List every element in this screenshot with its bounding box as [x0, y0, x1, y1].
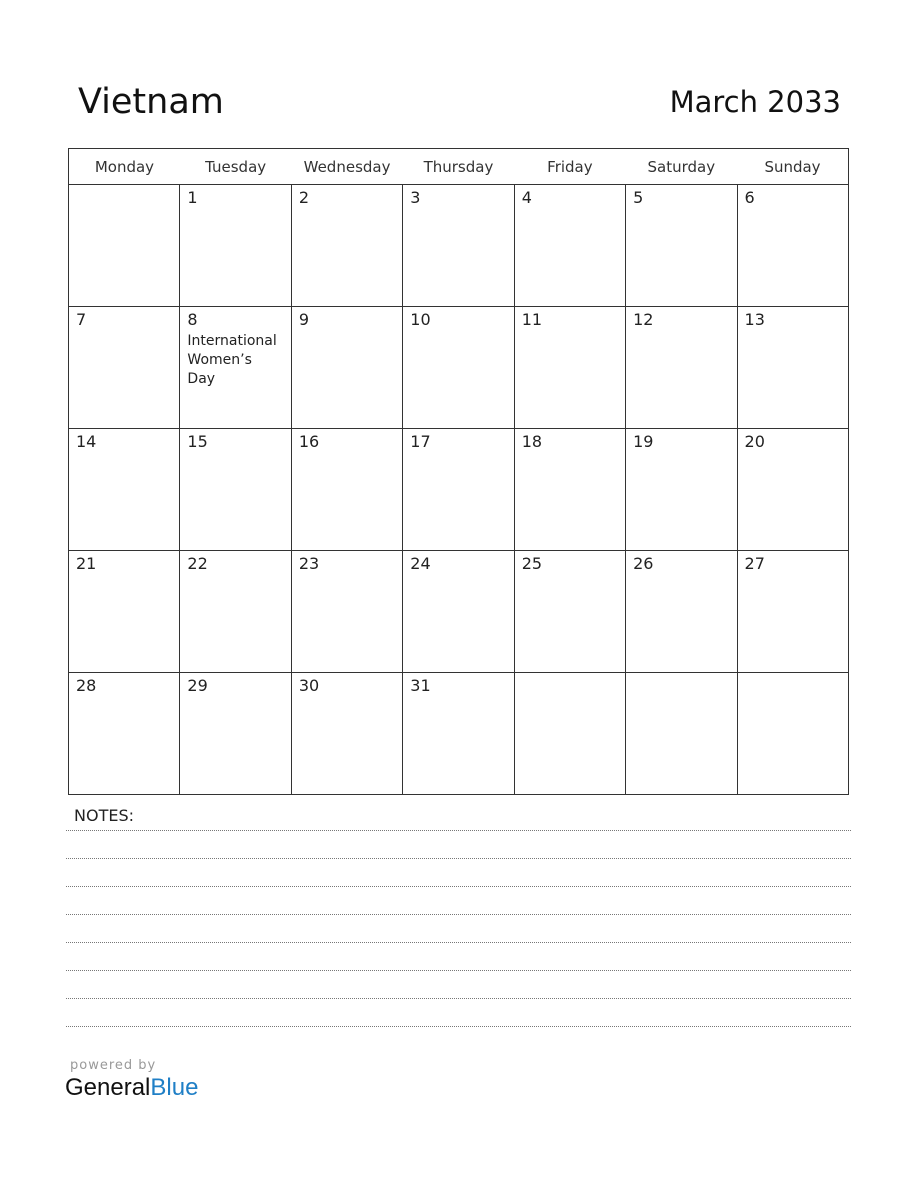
day-cell — [514, 673, 625, 795]
weekday-header-wednesday: Wednesday — [291, 149, 402, 185]
notes-label: NOTES: — [74, 806, 134, 825]
day-number: 8 — [187, 310, 198, 329]
day-cell — [403, 307, 514, 429]
day-cell — [737, 429, 848, 551]
notes-line — [66, 998, 851, 999]
day-number: 15 — [187, 432, 208, 451]
holiday-label: International Women’s Day — [187, 333, 277, 387]
notes-line — [66, 886, 851, 887]
day-cell — [737, 673, 848, 795]
day-number: 20 — [744, 432, 765, 451]
day-cell — [514, 185, 625, 307]
week-row — [69, 551, 849, 673]
generalblue-logo — [65, 1074, 198, 1102]
notes-line — [66, 914, 851, 915]
logo-general: General — [65, 1074, 151, 1101]
day-number: 26 — [633, 554, 654, 573]
week-row — [69, 185, 849, 307]
notes-line — [66, 970, 851, 971]
day-number: 28 — [76, 676, 97, 695]
day-cell — [180, 307, 291, 429]
day-cell — [403, 185, 514, 307]
day-cell — [403, 429, 514, 551]
day-cell — [403, 673, 514, 795]
day-cell — [626, 307, 737, 429]
day-number: 4 — [521, 188, 532, 207]
week-row — [69, 673, 849, 795]
country-title: Vietnam — [78, 82, 224, 122]
weekday-header-tuesday: Tuesday — [180, 149, 291, 185]
month-title: March 2033 — [669, 85, 841, 119]
day-number: 18 — [521, 432, 543, 451]
weekday-header-friday: Friday — [514, 149, 625, 185]
day-cell — [180, 185, 291, 307]
day-cell — [180, 673, 291, 795]
day-number: 22 — [187, 554, 208, 573]
day-number: 30 — [298, 676, 320, 695]
week-row — [69, 307, 849, 429]
weekday-header-thursday: Thursday — [403, 149, 514, 185]
day-cell — [291, 307, 402, 429]
day-number: 25 — [521, 554, 543, 573]
day-cell — [69, 673, 180, 795]
notes-line — [66, 858, 851, 859]
day-cell — [291, 429, 402, 551]
day-number: 23 — [298, 554, 320, 573]
powered-by-text: powered by — [70, 1058, 157, 1073]
day-number: 10 — [410, 310, 431, 329]
day-cell — [737, 185, 848, 307]
day-number: 27 — [744, 554, 765, 573]
day-cell — [514, 551, 625, 673]
day-cell — [69, 429, 180, 551]
day-number: 7 — [76, 310, 87, 329]
day-cell — [737, 551, 848, 673]
day-number: 17 — [410, 432, 431, 451]
day-cell — [291, 185, 402, 307]
week-row — [69, 429, 849, 551]
day-cell — [291, 551, 402, 673]
day-cell — [626, 673, 737, 795]
day-cell — [69, 307, 180, 429]
day-number: 13 — [744, 310, 765, 329]
day-cell — [403, 551, 514, 673]
day-number: 19 — [633, 432, 654, 451]
day-number: 16 — [298, 432, 320, 451]
notes-line — [66, 1026, 851, 1027]
calendar-grid — [68, 148, 849, 795]
day-number: 9 — [298, 310, 310, 329]
day-number: 21 — [76, 554, 97, 573]
day-number: 24 — [410, 554, 431, 573]
day-cell — [737, 307, 848, 429]
day-cell — [626, 429, 737, 551]
day-cell — [514, 429, 625, 551]
day-number: 3 — [410, 188, 421, 207]
day-number: 14 — [76, 432, 97, 451]
day-number: 12 — [633, 310, 654, 329]
notes-line — [66, 942, 851, 943]
weekday-header-row — [69, 149, 849, 185]
day-cell — [69, 185, 180, 307]
weekday-header-sunday: Sunday — [737, 149, 848, 185]
weekday-header-saturday: Saturday — [626, 149, 737, 185]
day-number: 2 — [298, 188, 310, 207]
day-cell — [626, 551, 737, 673]
day-cell — [180, 551, 291, 673]
day-number: 5 — [633, 188, 644, 207]
day-number: 31 — [410, 676, 431, 695]
day-cell — [180, 429, 291, 551]
day-cell — [626, 185, 737, 307]
day-number: 1 — [187, 188, 198, 207]
logo-blue: Blue — [150, 1074, 199, 1101]
day-cell — [69, 551, 180, 673]
weekday-header-monday: Monday — [69, 149, 180, 185]
day-number: 29 — [187, 676, 208, 695]
day-cell — [291, 673, 402, 795]
day-number: 11 — [521, 310, 543, 329]
notes-line — [66, 830, 851, 831]
day-number: 6 — [744, 188, 755, 207]
day-cell — [514, 307, 625, 429]
